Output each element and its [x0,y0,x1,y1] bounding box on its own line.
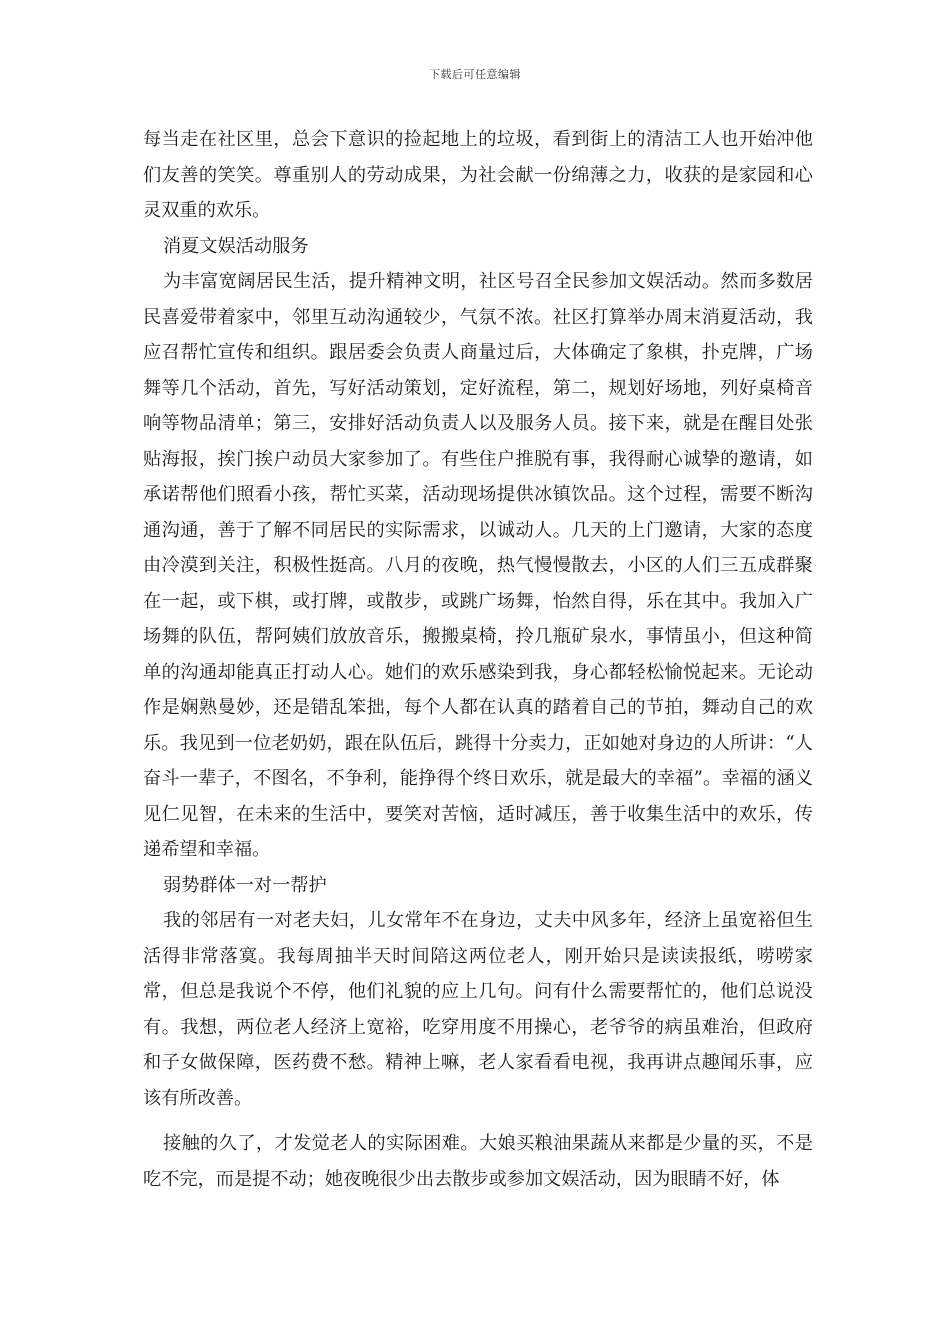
paragraph-neighbor-couple: 我的邻居有一对老夫妇，儿女常年不在身边，丈夫中风多年，经济上虽宽裕但生活得非常落寞。我每周抽半天时间陪这两位老人，刚开始只是读读报纸，唠唠家常，但总是我说个不停，他们礼貌的应上几句。问有什么需要帮忙的，他们总说没有。我想，两位老人经济上宽裕，吃穿用度不用操心，老爷爷的病虽难治，但政府和子女做保障，医药费不愁。精神上嘛，老人家看看电视，我再讲点趣闻乐事，应该有所改善。 [143,910,813,1109]
paragraph-summer-activities: 为丰富宽阔居民生活，提升精神文明，社区号召全民参加文娱活动。然而多数居民喜爱带着家中，邻里互动沟通较少，气氛不浓。社区打算举办周末消夏活动，我应召帮忙宣传和组织。跟居委会负责人商量过后，大体确定了象棋，扑克牌，广场舞等几个活动，首先，写好活动策划，定好流程，第二，规划好场地，列好桌椅音响等物品清单；第三，安排好活动负责人以及服务人员。接下来，就是在醒目处张贴海报，挨门挨户动员大家参加了。有些住户推脱有事，我得耐心诚挚的邀请，如承诺帮他们照看小孩，帮忙买菜，活动现场提供冰镇饮品。这个过程，需要不断沟通沟通，善于了解不同居民的实际需求，以诚动人。几天的上门邀请，大家的态度由冷漠到关注，积极性挺高。八月的夜晚，热气慢慢散去，小区的人们三五成群聚在一起，或下棋，或打牌，或散步，或跳广场舞，怡然自得，乐在其中。我加入广场舞的队伍，帮阿姨们放放音乐，搬搬桌椅，拎几瓶矿泉水，事情虽小，但这种简单的沟通却能真正打动人心。她们的欢乐感染到我，身心都轻松愉悦起来。无论动作是娴熟曼妙，还是错乱笨拙，每个人都在认真的踏着自己的节拍，舞动自己的欢乐。我见到一位老奶奶，跟在队伍后，跳得十分卖力，正如她对身边的人所讲：“人奋斗一辈子，不图名，不争利，能挣得个终日欢乐，就是最大的幸福”。幸福的涵义见仁见智，在未来的生活中，要笑对苦恼，适时减压，善于收集生活中的欢乐，传递希望和幸福。 [143,271,813,860]
paragraph-intro-continuation: 每当走在社区里，总会下意识的捡起地上的垃圾，看到街上的清洁工人也开始冲他们友善的笑笑。尊重别人的劳动成果，为社会献一份绵薄之力，收获的是家园和心灵双重的欢乐。 [143,129,813,221]
page-header: 下载后可任意编辑 [429,68,521,81]
section-heading-summer-activities: 消夏文娱活动服务 [163,235,309,257]
section-heading-vulnerable-groups: 弱势群体一对一帮护 [163,874,327,896]
document-body [143,122,813,1197]
paragraph-practical-difficulties: 接触的久了，才发觉老人的实际困难。大娘买粮油果蔬从来都是少量的买，不是吃不完，而是提不动；她夜晚很少出去散步或参加文娱活动，因为眼睛不好，体 [143,1133,813,1190]
